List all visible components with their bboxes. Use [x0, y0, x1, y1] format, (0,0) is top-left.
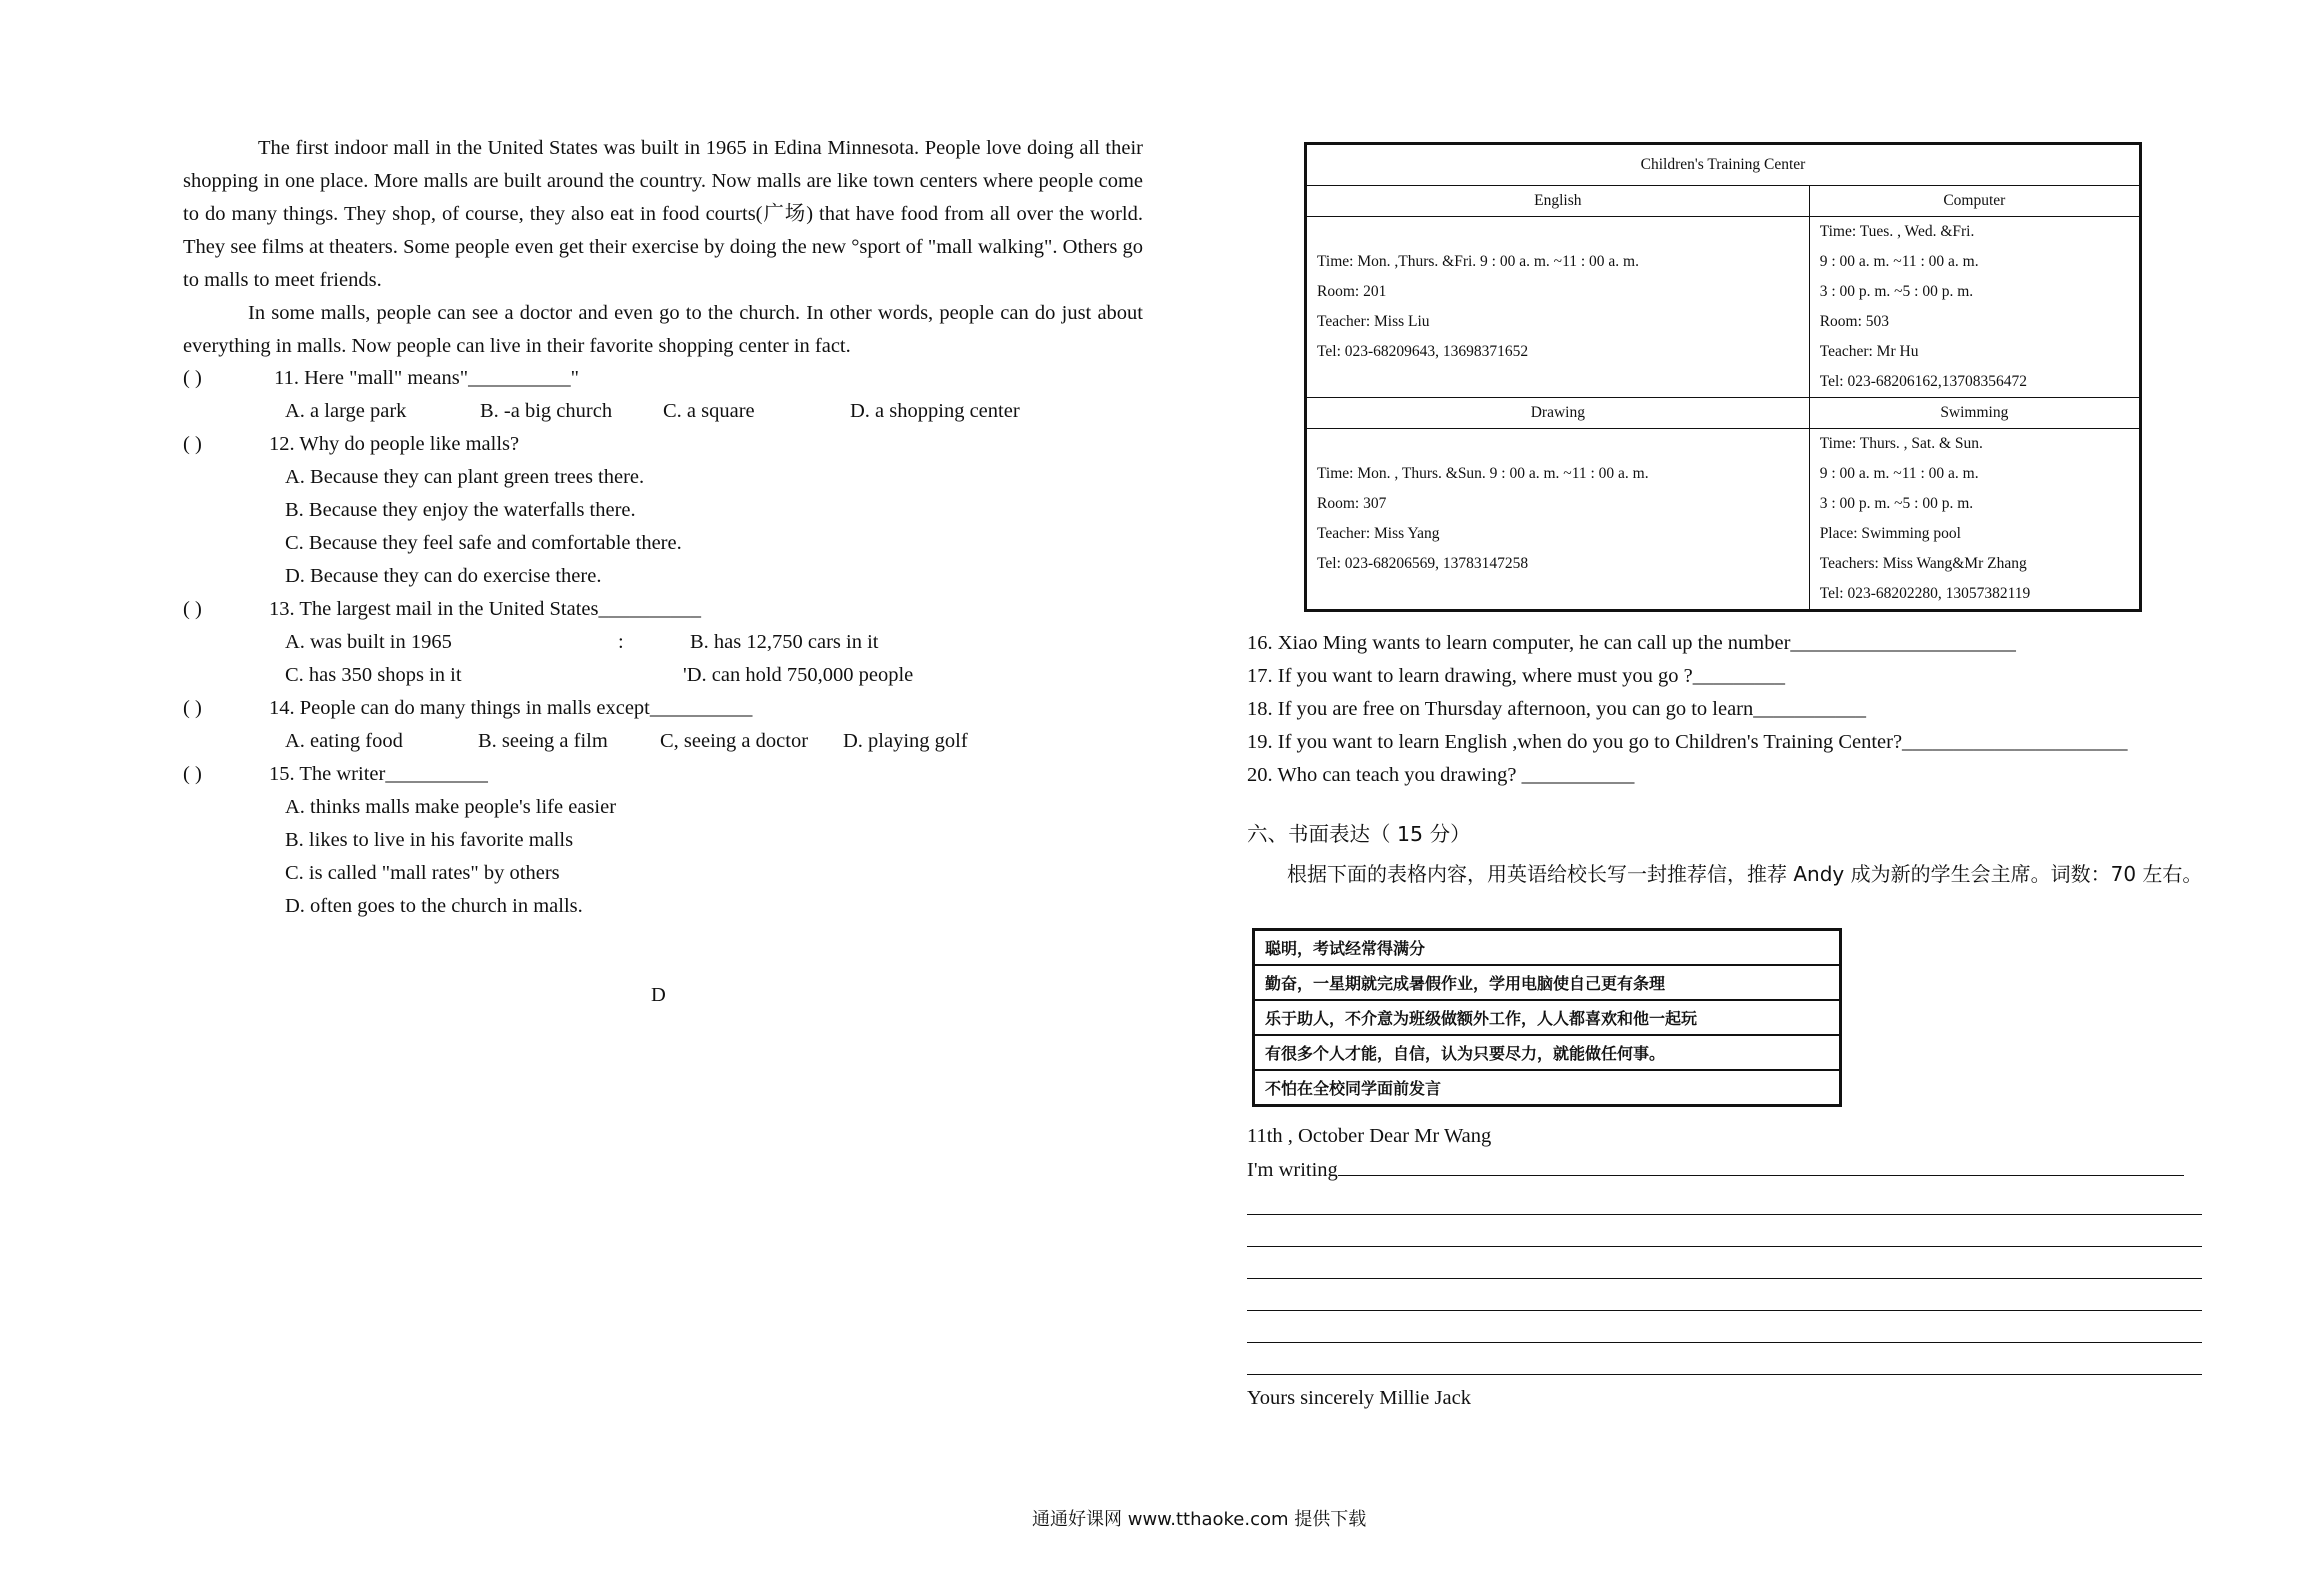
trait-row: 有很多个人才能，自信，认为只要尽力，就能做任何事。 — [1254, 1035, 1841, 1070]
question-stem: 12. Why do people like malls? — [269, 433, 520, 455]
course-header-swimming: Swimming — [1809, 398, 2140, 429]
info-line: Time: Mon. , Thurs. &Sun. 9 : 00 a. m. ~11 : 00 a. m. — [1317, 465, 1649, 482]
option-15d: D. often goes to the church in malls. — [285, 895, 583, 917]
info-line: Tel: 023-68202280, 13057382119 — [1819, 585, 2031, 602]
info-line: Tel: 023-68206162,13708356472 — [1819, 373, 2027, 390]
answer-paren[interactable]: ( ) — [183, 697, 202, 719]
question-16: 16. Xiao Ming wants to learn computer, he can call up the number______________________ — [1247, 632, 2016, 654]
info-line: Time: Mon. ,Thurs. &Fri. 9 : 00 a. m. ~11 : 00 a. m. — [1317, 253, 1639, 270]
info-line: Teacher: Miss Yang — [1317, 525, 1440, 542]
trait-row: 聪明，考试经常得满分 — [1254, 930, 1841, 966]
info-line: 3 : 00 p. m. ~5 : 00 p. m. — [1819, 495, 1974, 512]
writing-section-heading: 六、书面表达（ 15 分） — [1247, 822, 1471, 846]
writing-line[interactable] — [1338, 1153, 2184, 1176]
question-17: 17. If you want to learn drawing, where must you go ?_________ — [1247, 665, 1786, 687]
training-center-table — [1304, 142, 2142, 612]
course-info-computer — [1809, 217, 2140, 398]
course-header-english: English — [1306, 186, 1810, 217]
option-13b: B. has 12,750 cars in it — [690, 631, 879, 653]
writing-line[interactable] — [1247, 1246, 2202, 1247]
writing-line[interactable] — [1247, 1342, 2202, 1343]
letter-closing: Yours sincerely Millie Jack — [1247, 1387, 1471, 1409]
option-13-colon: : — [618, 631, 624, 653]
question-20: 20. Who can teach you drawing? ___________ — [1247, 764, 1635, 786]
question-14 — [183, 692, 752, 725]
info-line: Tel: 023-68206569, 13783147258 — [1317, 555, 1529, 572]
info-line: 9 : 00 a. m. ~11 : 00 a. m. — [1819, 253, 1979, 270]
opening-text: I'm writing — [1247, 1159, 1338, 1181]
info-line: Teacher: Mr Hu — [1819, 343, 1919, 360]
option-13c: C. has 350 shops in it — [285, 664, 462, 686]
question-18: 18. If you are free on Thursday afternoon, you can go to learn___________ — [1247, 698, 1866, 720]
question-13 — [183, 593, 701, 626]
info-line: Teacher: Miss Liu — [1317, 313, 1430, 330]
info-line: Time: Thurs. , Sat. & Sun. — [1819, 435, 1983, 452]
passage-paragraph-2: In some malls, people can see a doctor and even go to the church. In other words, people can do just about everything in malls. Now people can live in their favorite shopping center in fact. — [183, 302, 1143, 357]
option-15a: A. thinks malls make people's life easier — [285, 796, 617, 818]
question-stem: 15. The writer__________ — [269, 763, 488, 785]
writing-line[interactable] — [1247, 1214, 2202, 1215]
question-15 — [183, 758, 488, 791]
question-stem: 13. The largest mail in the United States__________ — [269, 598, 701, 620]
option-11c: C. a square — [663, 400, 755, 422]
table-title: Children's Training Center — [1306, 144, 2141, 186]
option-11b: B. -a big church — [480, 400, 613, 422]
option-15b: B. likes to live in his favorite malls — [285, 829, 574, 851]
trait-row: 乐于助人，不介意为班级做额外工作，人人都喜欢和他一起玩 — [1254, 1000, 1841, 1035]
trait-row: 不怕在全校同学面前发言 — [1254, 1070, 1841, 1106]
writing-line[interactable] — [1247, 1374, 2202, 1375]
question-12 — [183, 428, 519, 461]
info-line: Room: 503 — [1819, 313, 1890, 330]
option-14a: A. eating food — [285, 730, 403, 752]
course-header-computer: Computer — [1809, 186, 2140, 217]
info-line: Teachers: Miss Wang&Mr Zhang — [1819, 555, 2027, 572]
writing-line[interactable] — [1247, 1278, 2202, 1279]
option-15c: C. is called "mall rates" by others — [285, 862, 560, 884]
instruction-text: 根据下面的表格内容，用英语给校长写一封推荐信，推荐 Andy 成为新的学生会主席。词数：70 左右。 — [1287, 862, 2203, 886]
option-14c: C, seeing a doctor — [660, 730, 809, 752]
option-12c: C. Because they feel safe and comfortable there. — [285, 532, 682, 554]
page-footer: 通通好课网 www.tthaoke.com 提供下载 — [1032, 1509, 1367, 1530]
option-11a: A. a large park — [285, 400, 407, 422]
info-line: Time: Tues. , Wed. &Fri. — [1819, 223, 1975, 240]
letter-date-greeting: 11th , October Dear Mr Wang — [1247, 1125, 1492, 1147]
option-13a: A. was built in 1965 — [285, 631, 452, 653]
option-12d: D. Because they can do exercise there. — [285, 565, 602, 587]
question-19: 19. If you want to learn English ,when do you go to Children's Training Center?______________________ — [1247, 731, 2128, 753]
info-line: Room: 307 — [1317, 495, 1387, 512]
info-line: 9 : 00 a. m. ~11 : 00 a. m. — [1819, 465, 1979, 482]
question-11 — [183, 362, 579, 395]
passage-paragraph-1: The first indoor mall in the United States was built in 1965 in Edina Minnesota. People love doing all their shopping in one place. More malls are built around the country. Now malls are like town centers where people come to do many things. They shop, of course, they also eat in food courts(广场) that have food from all over the world. They see films at theaters. Some people even get their exercise by doing the new °sport of "mall walking". Others go to malls to meet friends. — [183, 137, 1143, 291]
answer-paren[interactable]: ( ) — [183, 433, 202, 455]
trait-row: 勤奋，一星期就完成暑假作业，学用电脑使自己更有条理 — [1254, 965, 1841, 1000]
option-14d: D. playing golf — [843, 730, 968, 752]
course-header-drawing: Drawing — [1306, 398, 1810, 429]
course-info-english — [1306, 217, 1810, 398]
reading-passage — [183, 132, 1143, 363]
option-14b: B. seeing a film — [478, 730, 608, 752]
option-13d: 'D. can hold 750,000 people — [683, 664, 914, 686]
traits-table — [1252, 928, 1842, 1107]
answer-paren[interactable]: ( ) — [183, 598, 202, 620]
writing-instruction — [1247, 858, 2207, 891]
question-stem: 14. People can do many things in malls except__________ — [269, 697, 753, 719]
answer-paren[interactable]: ( ) — [183, 367, 202, 389]
writing-line[interactable] — [1247, 1310, 2202, 1311]
letter-opening — [1247, 1153, 2184, 1187]
info-line: Place: Swimming pool — [1819, 525, 1961, 542]
option-11d: D. a shopping center — [850, 400, 1020, 422]
info-line: Tel: 023-68209643, 13698371652 — [1317, 343, 1529, 360]
question-stem: 11. Here "mall" means"__________" — [269, 367, 579, 389]
info-line: 3 : 00 p. m. ~5 : 00 p. m. — [1819, 283, 1974, 300]
course-info-drawing — [1306, 429, 1810, 611]
option-12a: A. Because they can plant green trees there. — [285, 466, 645, 488]
option-12b: B. Because they enjoy the waterfalls there. — [285, 499, 636, 521]
answer-paren[interactable]: ( ) — [183, 763, 202, 785]
course-info-swimming — [1809, 429, 2140, 611]
section-letter: D — [651, 984, 666, 1006]
info-line: Room: 201 — [1317, 283, 1387, 300]
